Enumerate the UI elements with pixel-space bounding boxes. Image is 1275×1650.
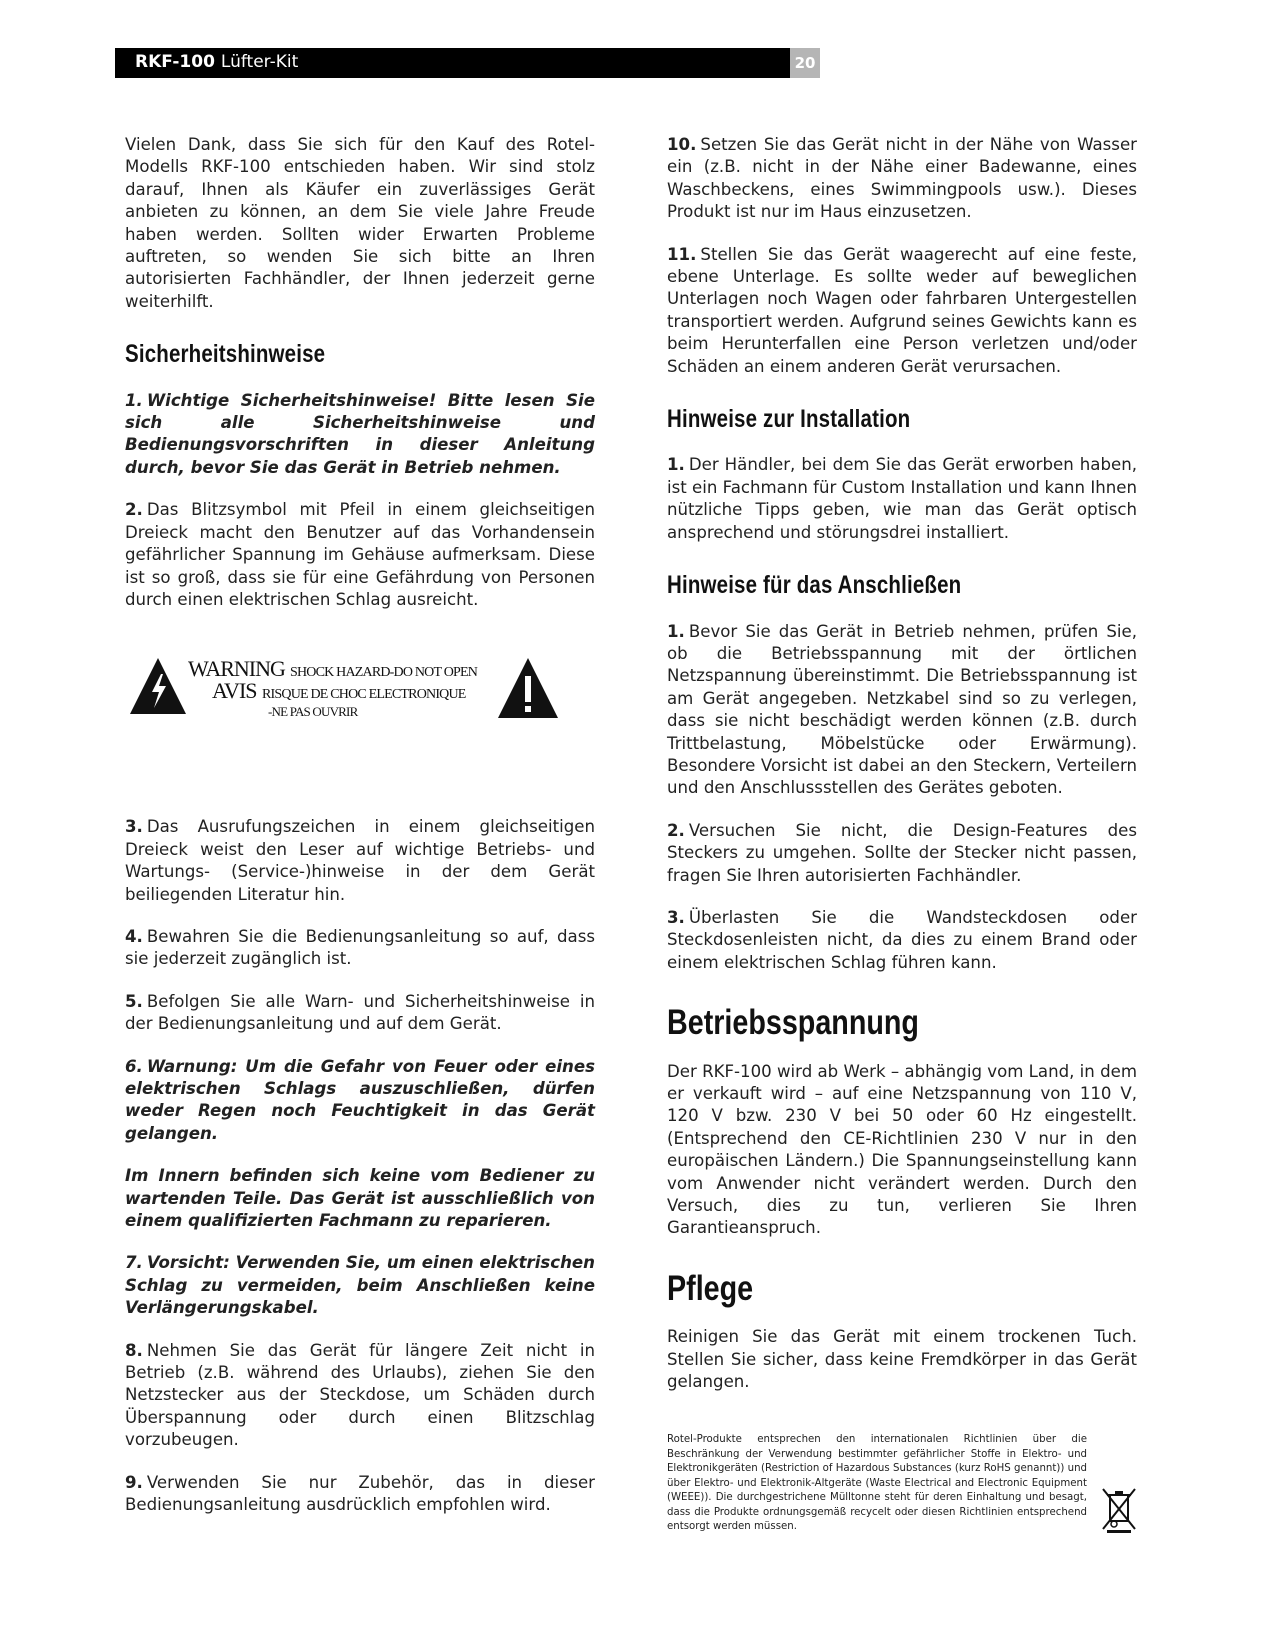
heading-connect: Hinweise für das Anschließen	[667, 571, 962, 600]
safety-item-10: 10. Setzen Sie das Gerät nicht in der Nähe von Wasser ein (z.B. nicht in der Nähe einer Badewanne, eines Waschbeckens, eines Swimmingpools usw.). Dieses Produkt ist nur im Haus einzusetzen.	[667, 135, 1137, 222]
safety-item-1: 1. Wichtige Sicherheitshinweise! Bitte lesen Sie sich alle Sicherheitshinweise und Bedienungsvorschriften in dieser Anleitung durch, bevor Sie das Gerät in Betrieb nehmen.	[125, 390, 595, 477]
crossed-bin-icon	[1101, 1487, 1137, 1533]
warning-label	[125, 631, 595, 796]
safety-item-2: 2. Das Blitzsymbol mit Pfeil in einem gleichseitigen Dreieck macht den Benutzer auf das Vorhandensein gefährlicher Spannung im Gehäuse aufmerksam. Diese ist so groß, dass sie für eine Gefährdung von Personen durch einen elektrischen Schlag ausreicht.	[125, 500, 595, 609]
right-column	[667, 134, 1137, 1535]
safety-item-8: 8. Nehmen Sie das Gerät für längere Zeit nicht in Betrieb (z.B. während des Urlaubs), ziehen Sie den Netzstecker aus der Steckdose, um Schäden durch Überspannung oder durch einen Blitzschlag vorzubeugen.	[125, 1340, 595, 1450]
header-subtitle: Lüfter-Kit	[220, 52, 299, 72]
heading-care: Pflege	[667, 1268, 754, 1308]
voltage-paragraph: Der RKF-100 wird ab Werk – abhängig vom Land, in dem er verkauft wird – auf eine Netzspannung von 110 V, 120 V bzw. 230 V bei 50 oder 60 Hz eingestellt. (Entsprechend den CE-Richtlinien 230 V nur in den europäischen Ländern.) Die Spannungseinstellung kann vom Anwender nicht verändert werden. Durch den Versuch, dies zu tun, verlieren Sie Ihren Garantieanspruch.	[667, 1061, 1137, 1238]
safety-item-9: 9. Verwenden Sie nur Zubehör, das in dieser Bedienungsanleitung ausdrücklich empfohlen wird.	[125, 1472, 595, 1515]
header-model: RKF-100	[135, 52, 215, 72]
avis-risque-text: RISQUE DE CHOC ELECTRONIQUE	[262, 687, 466, 703]
warning-word: WARNING	[188, 656, 285, 682]
heading-voltage: Betriebsspannung	[667, 1003, 919, 1043]
rohs-paragraph: Rotel-Produkte entsprechen den internationalen Richtlinien über die Beschränkung der Verwendung bestimmter gefährlicher Stoffe in Elektro- und Elektronikgeräten (Restriction of Hazardous Substances (kurz RoHS genannt)) und über Elektro- und Elektronik-Altgeräte (Waste Electrical and Electronic Equipment (WEEE)). Die durchgestrichene Mülltonne steht für deren Einhaltung und besagt, dass die Produkte ordnungsgemäß recycelt oder diesen Richtlinien entsprechend entsorgt werden müssen.	[667, 1434, 1087, 1533]
safety-item-3: 3. Das Ausrufungszeichen in einem gleichseitigen Dreieck weist den Leser auf wichtige Betriebs- und Wartungs- (Service-)hinweise in der dem Gerät beiliegenden Literatur hin.	[125, 817, 595, 904]
exclamation-dot	[525, 706, 531, 712]
heading-safety: Sicherheitshinweise	[125, 340, 326, 369]
connect-item-3: 3. Überlasten Sie die Wandsteckdosen oder Steckdosenleisten nicht, da dies zu einem Brand oder einem elektrischen Schlag führen kann.	[667, 907, 1137, 972]
safety-item-4: 4. Bewahren Sie die Bedienungsanleitung so auf, dass sie jederzeit zugänglich ist.	[125, 926, 595, 969]
heading-install: Hinweise zur Installation	[667, 405, 911, 434]
safety-item-6-extra: Im Innern befinden sich keine vom Bediener zu wartenden Teile. Das Gerät ist ausschließlich von einem qualifizierten Fachmann zu reparieren.	[125, 1166, 595, 1230]
connect-item-1: 1. Bevor Sie das Gerät in Betrieb nehmen, prüfen Sie, ob die Betriebsspannung mit der örtlichen Netzspannung übereinstimmt. Die Betriebsspannung ist am Gerät angegeben. Netzkabel sind so zu verlegen, dass sie nicht beschädigt werden können (z.B. durch Trittbelastung, Möbelstücke oder Erwärmung). Besondere Vorsicht ist dabei an den Steckern, Verteilern und den Anschlussstellen des Gerätes geboten.	[667, 621, 1137, 798]
safety-item-11: 11. Stellen Sie das Gerät waagerecht auf eine feste, ebene Unterlage. Es sollte weder auf beweglichen Unterlagen noch Wagen oder fahrbaren Untergestellen transportiert werden. Aufgrund seines Gewichts kann es beim Herunterfallen eine Person verletzen und/oder Schäden an einem anderen Gerät verursachen.	[667, 244, 1137, 376]
safety-item-6: 6. Warnung: Um die Gefahr von Feuer oder eines elektrischen Schlags auszuschließen, dürfen weder Regen noch Feuchtigkeit in das Gerät gelangen.	[125, 1056, 595, 1143]
care-paragraph: Reinigen Sie das Gerät mit einem trockenen Tuch. Stellen Sie sicher, dass keine Fremdkörper in das Gerät gelangen.	[667, 1327, 1137, 1392]
header-title	[135, 52, 298, 72]
left-column	[125, 134, 595, 1536]
warning-label-graphic	[130, 656, 570, 728]
connect-item-2: 2. Versuchen Sie nicht, die Design-Features des Steckers zu umgehen. Sollte der Stecker nicht passen, fragen Sie Ihren autorisierten Fachhändler.	[667, 820, 1137, 885]
exclamation-bar	[525, 676, 531, 702]
intro-paragraph: Vielen Dank, dass Sie sich für den Kauf des Rotel-Modells RKF-100 entschieden haben. Wir sind stolz darauf, Ihnen als Käufer ein zuverlässiges Gerät anbieten zu können, an dem Sie viele Jahre Freude haben werden. Sollten wider Erwarten Probleme auftreten, so wenden Sie sich bitte an Ihren autorisierten Fachhändler, der Ihnen jederzeit gerne weiterhilft.	[125, 135, 595, 311]
page-header	[115, 48, 820, 78]
warning-shock-text: SHOCK HAZARD-DO NOT OPEN	[290, 665, 478, 681]
avis-word: AVIS	[212, 678, 257, 704]
ne-pas-ouvrir-text: -NE PAS OUVRIR	[268, 704, 358, 720]
rohs-section	[667, 1433, 1137, 1535]
install-item-1: 1. Der Händler, bei dem Sie das Gerät erworben haben, ist ein Fachmann für Custom Installation und kann Ihnen nützliche Tipps geben, wie man das Gerät optisch ansprechend und störungsdrei installiert.	[667, 455, 1137, 542]
safety-item-7: 7. Vorsicht: Verwenden Sie, um einen elektrischen Schlag zu vermeiden, beim Anschließen keine Verlängerungskabel.	[125, 1253, 595, 1318]
page-number: 20	[790, 48, 820, 78]
safety-item-5: 5. Befolgen Sie alle Warn- und Sicherheitshinweise in der Bedienungsanleitung und auf dem Gerät.	[125, 991, 595, 1034]
